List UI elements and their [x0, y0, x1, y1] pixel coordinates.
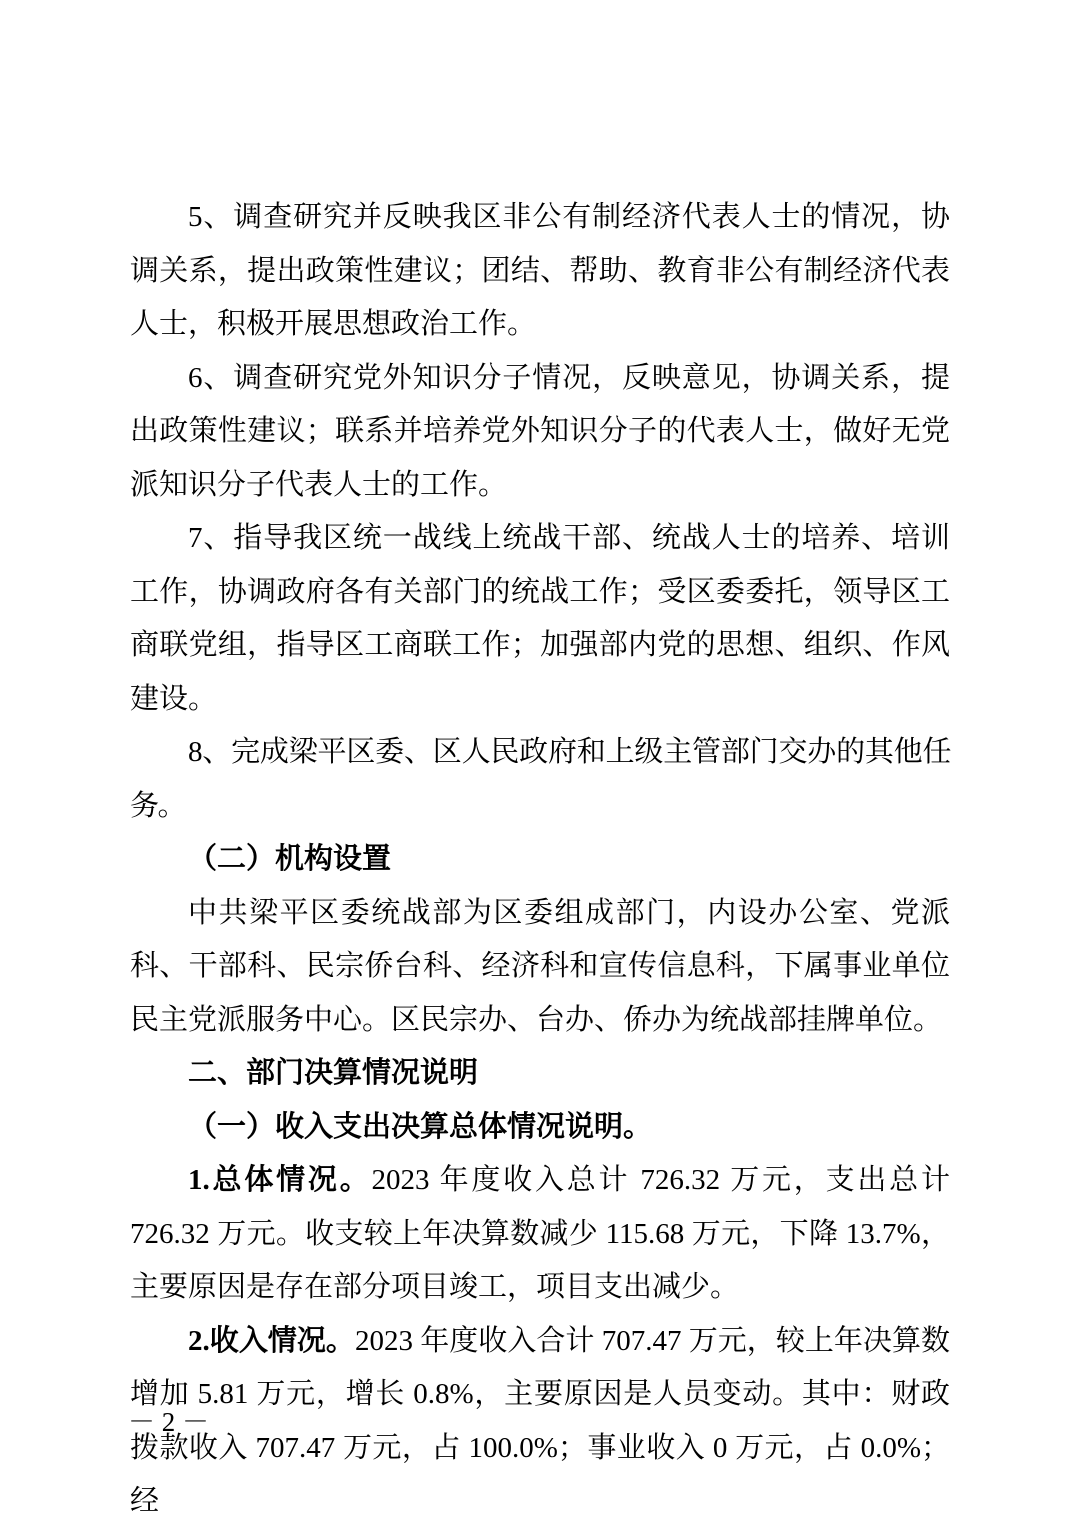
paragraph-text-income: 2023 年度收入合计 707.47 万元，较上年决算数增加 5.81 万元，增长 0.8%，主要原因是人员变动。其中：财政拨款收入 707.47 万元，占 100.0%；事业收入 0 万元，占 0.0%；经	[130, 1324, 950, 1517]
paragraph-overall-situation	[130, 1154, 950, 1315]
paragraph-duty-6: 6、调查研究党外知识分子情况，反映意见，协调关系，提出政策性建议；联系并培养党外知识分子的代表人士，做好无党派知识分子代表人士的工作。	[130, 361, 950, 501]
paragraph-organization: 中共梁平区委统战部为区委组成部门，内设办公室、党派科、干部科、民宗侨台科、经济科和宣传信息科，下属事业单位民主党派服务中心。区民宗办、台办、侨办为统战部挂牌单位。	[130, 896, 950, 1036]
paragraph-lead-overall: 1.总体情况。	[188, 1164, 372, 1196]
paragraph-text-overall: 2023 年度收入总计 726.32 万元，支出总计 726.32 万元。收支较上年决算数减少 115.68 万元，下降 13.7%，主要原因是存在部分项目竣工，项目支出减少。	[130, 1164, 950, 1303]
section-heading-organization: （二）机构设置	[188, 843, 392, 875]
section-heading-overall-statement: （一）收入支出决算总体情况说明。	[188, 1110, 653, 1143]
paragraph-lead-income: 2.收入情况。	[188, 1324, 355, 1357]
paragraph-duty-5: 5、调查研究并反映我区非公有制经济代表人士的情况，协调关系，提出政策性建议；团结、帮助、教育非公有制经济代表人士，积极开展思想政治工作。	[130, 201, 950, 340]
paragraph-duty-8: 8、完成梁平区委、区人民政府和上级主管部门交办的其他任务。	[130, 736, 950, 822]
page-number: － 2 －	[128, 1407, 209, 1437]
section-heading-final-accounts: 二、部门决算情况说明	[188, 1057, 479, 1089]
paragraph-income-situation	[130, 1315, 950, 1520]
paragraph-duty-7: 7、指导我区统一战线上统战干部、统战人士的培养、培训工作，协调政府各有关部门的统战工作；受区委委托，领导区工商联党组，指导区工商联工作；加强部内党的思想、组织、作风建设。	[130, 522, 950, 715]
document-body	[130, 191, 950, 1520]
